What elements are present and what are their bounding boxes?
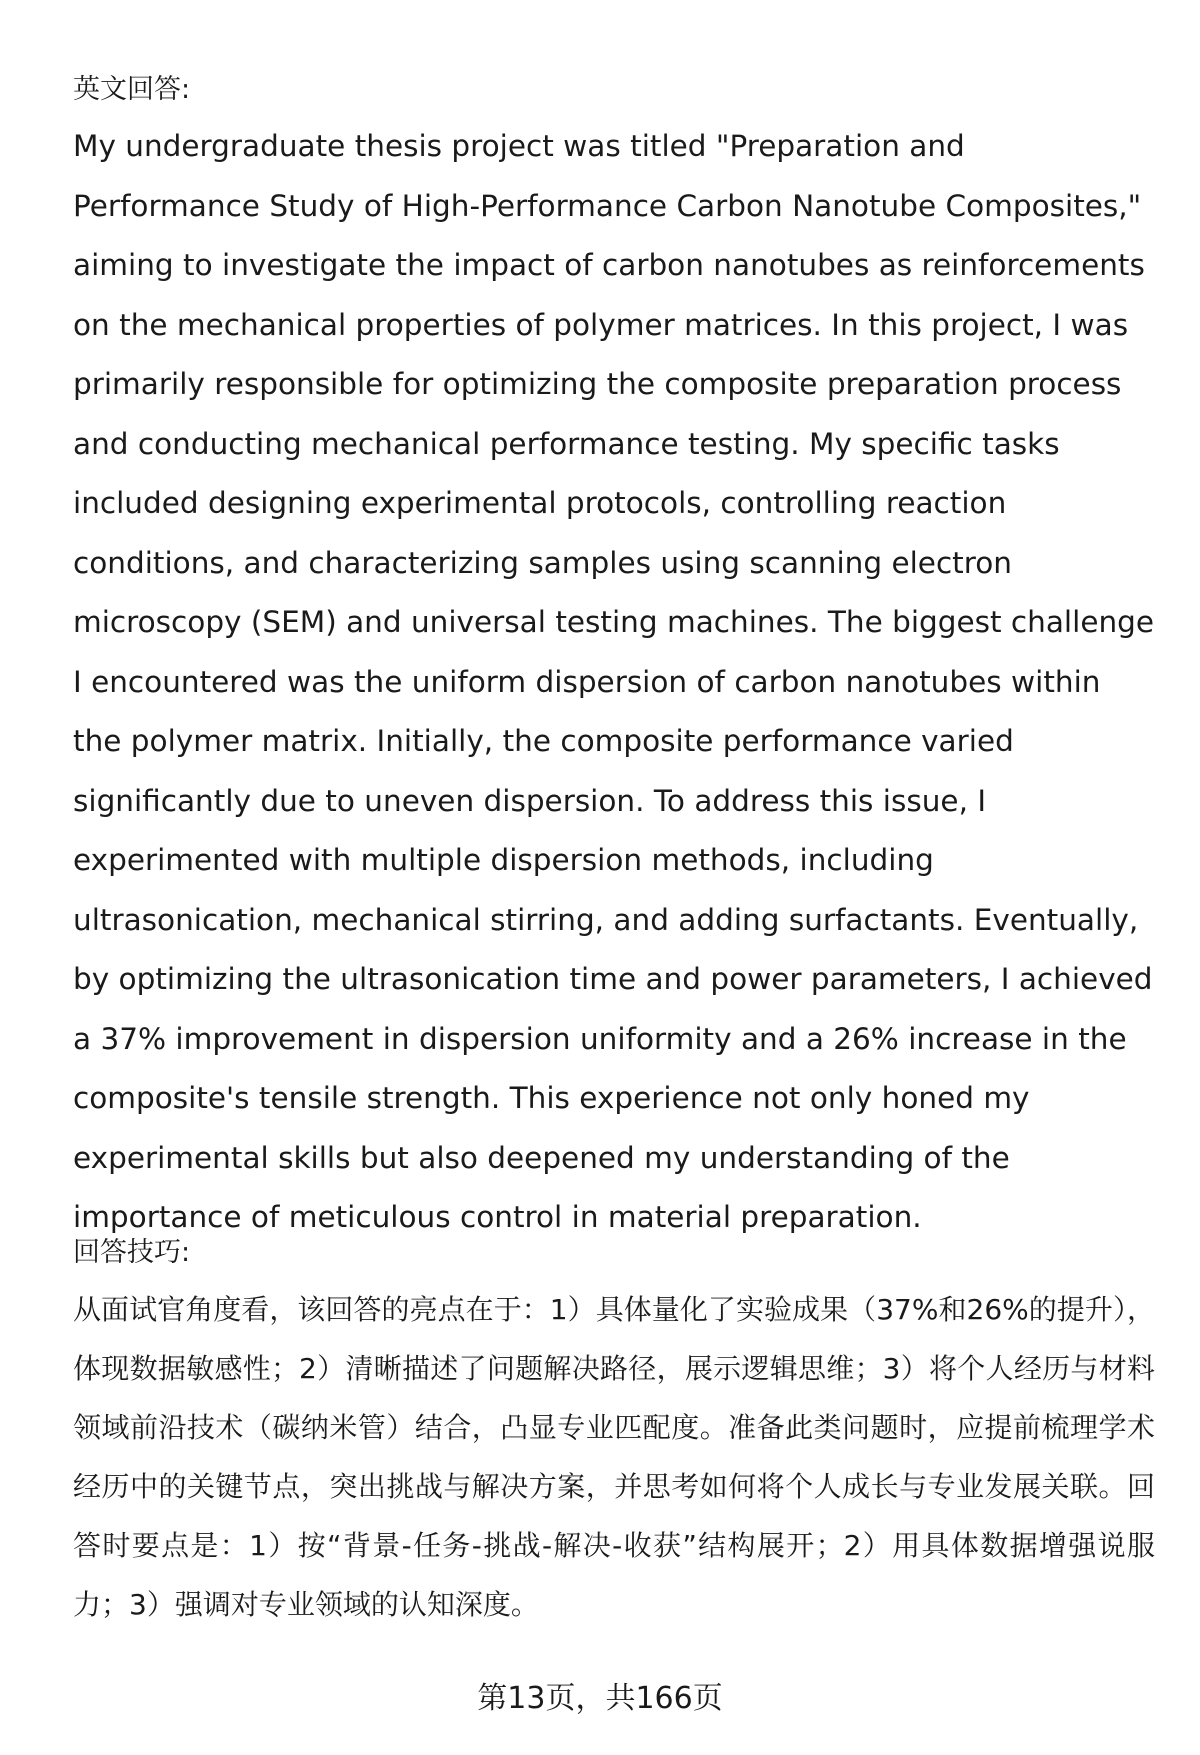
answer-body-text: My undergraduate thesis project was titled "Preparation and Performance Study of High-Performance Carbon Nanotube Composites," aiming to investigate the impact of carbon nanotubes as reinforcements on the mechanical properties of polymer matrices. In this project, I was primarily responsible for optimizing the composite preparation process and conducting mechanical performance testing. My specific tasks included designing experimental protocols, controlling reaction conditions, and characterizing samples using scanning electron microscopy (SEM) and universal testing machines. The biggest challenge I encountered was the uniform dispersion of carbon nanotubes within the polymer matrix. Initially, the composite performance varied significantly due to uneven dispersion. To address this issue, I experimented with multiple dispersion methods, including ultrasonication, mechanical stirring, and adding surfactants. Eventually, by optimizing the ultrasonication time and power parameters, I achieved a 37% improvement in dispersion uniformity and a 26% increase in the composite's tensile strength. This experience not only honed my experimental skills but also deepened my understanding of the importance of meticulous control in material preparation. [73,129,1155,1234]
page-number: 第13页，共166页 [477,1681,723,1716]
tips-body-text: 从面试官角度看，该回答的亮点在于：1）具体量化了实验成果（37%和26%的提升），体现数据敏感性；2）清晰描述了问题解决路径，展示逻辑思维；3）将个人经历与材料领域前沿技术（碳纳米管）结合，凸显专业匹配度。准备此类问题时，应提前梳理学术经历中的关键节点，突出挑战与解决方案，并思考如何将个人成长与专业发展关联。回答时要点是：1）按“背景-任务-挑战-解决-收获”结构展开；2）用具体数据增强说服力；3）强调对专业领域的认知深度。 [73,1293,1155,1621]
tips-heading: 回答技巧: [73,1237,191,1268]
answer-heading: 英文回答: [73,74,191,105]
